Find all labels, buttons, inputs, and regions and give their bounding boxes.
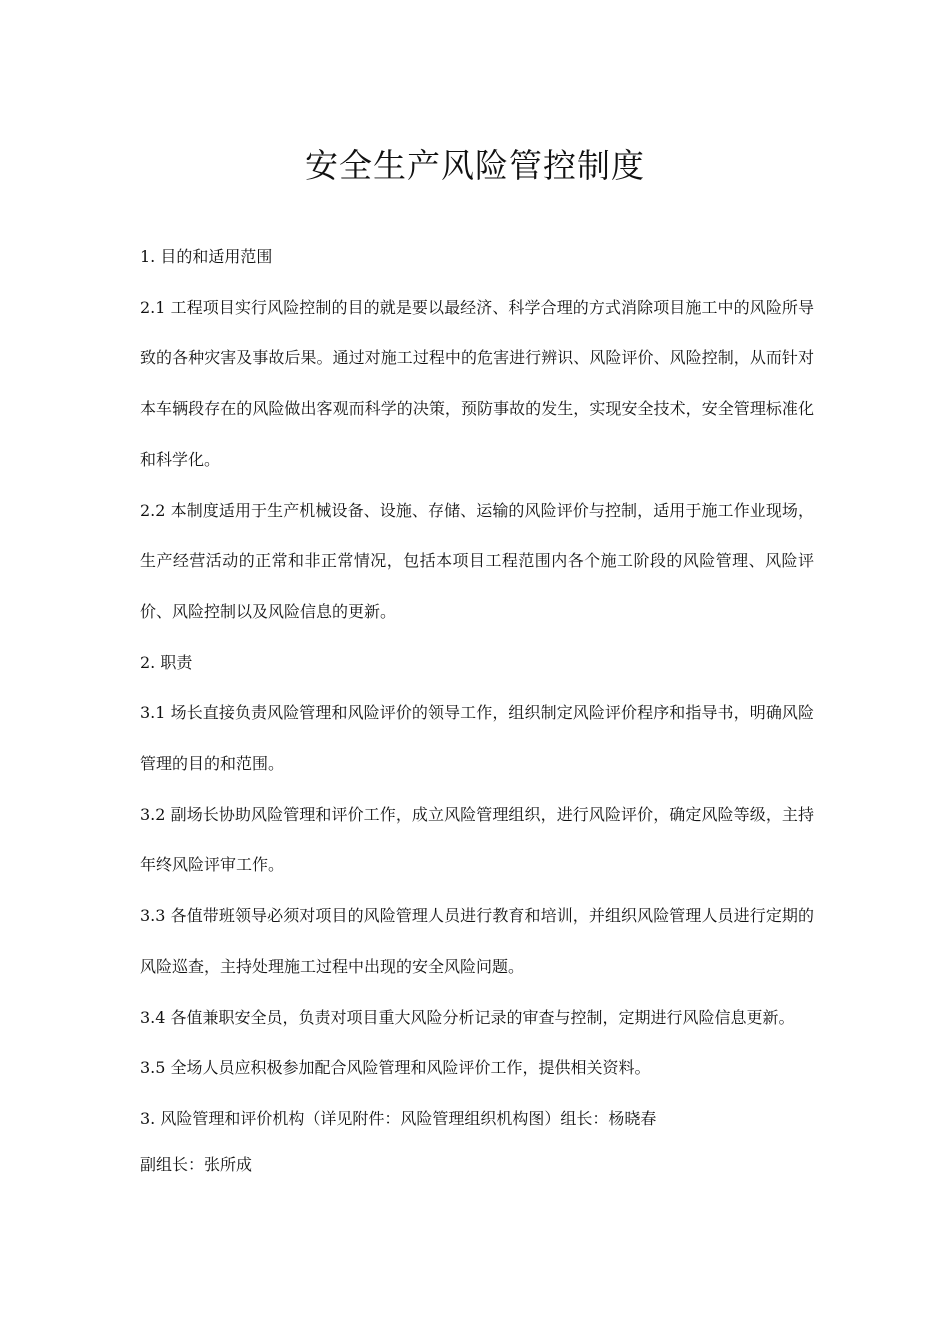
paragraph-3-4: 3.4 各值兼职安全员，负责对项目重大风险分析记录的审查与控制，定期进行风险信息更新。 — [140, 1007, 795, 1027]
section-heading-duties: 2. 职责 — [140, 652, 193, 672]
paragraph-3-3: 3.3 各值带班领导必须对项目的风险管理人员进行教育和培训，并组织风险管理人员进行定期的风险巡查，主持处理施工过程中出现的安全风险问题。 — [140, 906, 814, 976]
section-heading-purpose: 1. 目的和适用范围 — [140, 247, 273, 266]
paragraph-3-5: 3.5 全场人员应积极参加配合风险管理和风险评价工作，提供相关资料。 — [140, 1058, 651, 1078]
document-body — [140, 232, 814, 1185]
deputy-leader-line: 副组长：张所成 — [140, 1154, 253, 1174]
paragraph-3-2: 3.2 副场长协助风险管理和评价工作，成立风险管理组织，进行风险评价，确定风险等级，主持年终风险评审工作。 — [140, 804, 814, 875]
document-title: 安全生产风险管控制度 — [305, 146, 645, 185]
paragraph-3-1: 3.1 场长直接负责风险管理和风险评价的领导工作，组织制定风险评价程序和指导书，明确风险管理的目的和范围。 — [140, 703, 814, 774]
section-heading-organization: 3. 风险管理和评价机构（详见附件：风险管理组织机构图）组长：杨晓春 — [140, 1108, 657, 1128]
paragraph-2-1: 2.1 工程项目实行风险控制的目的就是要以最经济、科学合理的方式消除项目施工中的风险所导致的各种灾害及事故后果。通过对施工过程中的危害进行辨识、风险评价、风险控制，从而针对本车辆段存在的风险做出客观而科学的决策，预防事故的发生，实现安全技术，安全管理标准化和科学化。 — [140, 297, 814, 469]
paragraph-2-2: 2.2 本制度适用于生产机械设备、设施、存储、运输的风险评价与控制，适用于施工作业现场，生产经营活动的正常和非正常情况，包括本项目工程范围内各个施工阶段的风险管理、风险评价、风险控制以及风险信息的更新。 — [140, 500, 814, 621]
